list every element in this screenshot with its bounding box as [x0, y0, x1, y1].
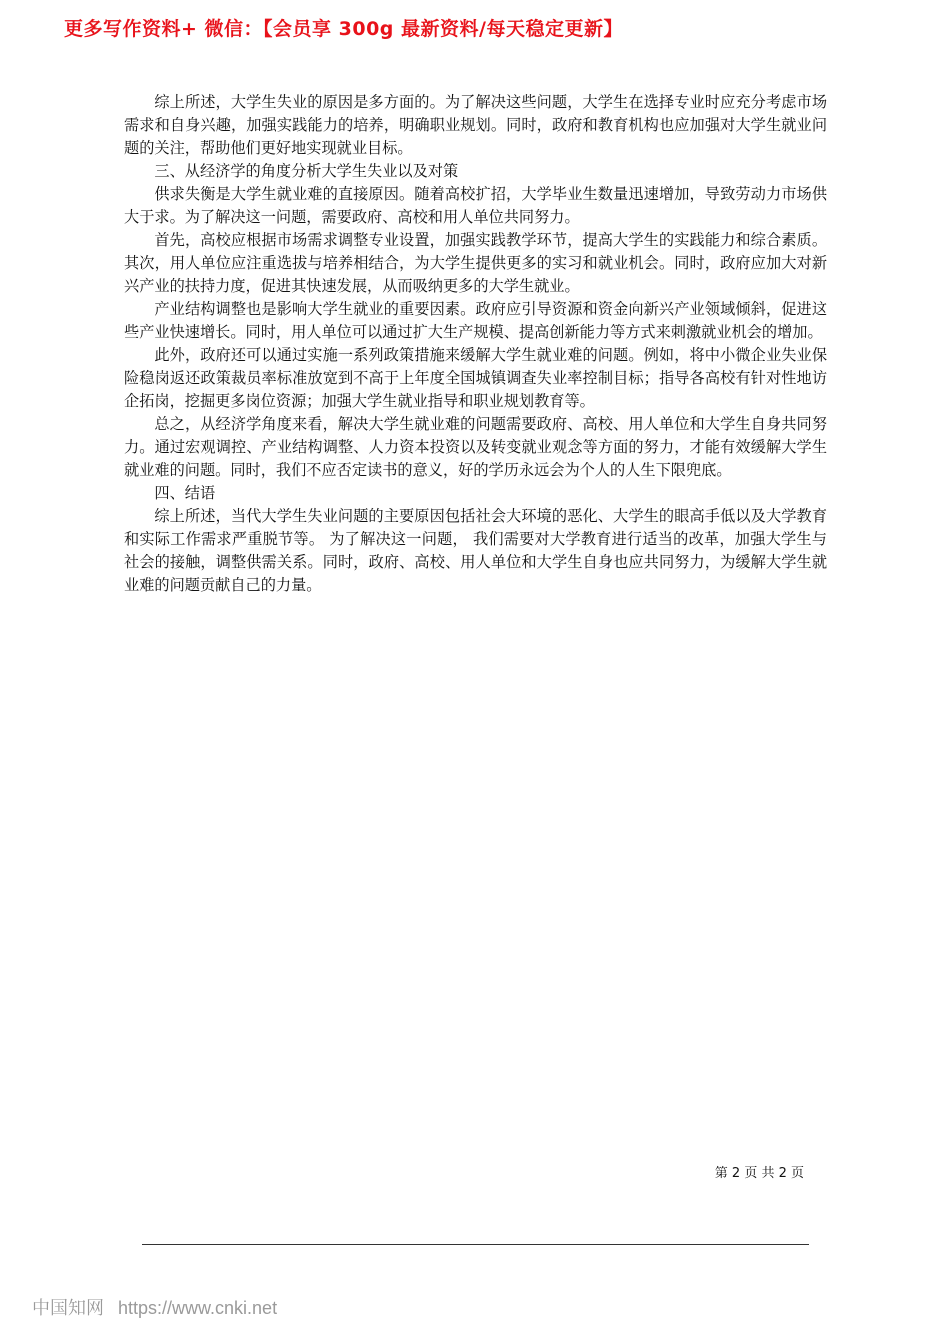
watermark-url: https://www.cnki.net — [118, 1298, 278, 1318]
paragraph-final-conclusion: 综上所述，当代大学生失业问题的主要原因包括社会大环境的恶化、大学生的眼高手低以及大学教育和实际工作需求严重脱节等。 为了解决这一问题， 我们需要对大学教育进行适当的改革，加强大学生与社会的接触，调整供需关系。同时，政府、高校、用人单位和大学生自身也应共同努力，为缓解大学生就业难的问题贡献自己的力量。 — [124, 507, 827, 594]
document-body — [124, 91, 827, 597]
section-heading-conclusion: 四、结语 — [154, 484, 216, 502]
paragraph-policy-measures: 此外，政府还可以通过实施一系列政策措施来缓解大学生就业难的问题。例如，将中小微企业失业保险稳岗返还政策裁员率标准放宽到不高于上年度全国城镇调查失业率控制目标；指导各高校有针对性地访企拓岗，挖掘更多岗位资源；加强大学生就业指导和职业规划教育等。 — [124, 346, 827, 410]
section-heading-economics: 三、从经济学的角度分析大学生失业以及对策 — [154, 162, 459, 180]
cnki-watermark — [32, 1294, 277, 1320]
paragraph-economics-conclusion: 总之，从经济学角度来看，解决大学生就业难的问题需要政府、高校、用人单位和大学生自身共同努力。通过宏观调控、产业结构调整、人力资本投资以及转变就业观念等方面的努力，才能有效缓解大学生就业难的问题。同时，我们不应否定读书的意义，好的学历永远会为个人的人生下限兜底。 — [124, 415, 827, 479]
promo-banner: 更多写作资料+ 微信：【会员享 300g 最新资料/每天稳定更新】 — [64, 18, 623, 40]
footer-divider — [142, 1244, 809, 1245]
paragraph-summary: 综上所述，大学生失业的原因是多方面的。为了解决这些问题，大学生在选择专业时应充分考虑市场需求和自身兴趣，加强实践能力的培养，明确职业规划。同时，政府和教育机构也应加强对大学生就业问题的关注，帮助他们更好地实现就业目标。 — [124, 93, 827, 157]
watermark-site-name: 中国知网 — [32, 1298, 104, 1319]
paragraph-industry-structure: 产业结构调整也是影响大学生就业的重要因素。政府应引导资源和资金向新兴产业领域倾斜，促进这些产业快速增长。同时，用人单位可以通过扩大生产规模、提高创新能力等方式来刺激就业机会的增加。 — [124, 300, 827, 341]
paragraph-first-measures: 首先，高校应根据市场需求调整专业设置，加强实践教学环节，提高大学生的实践能力和综合素质。其次，用人单位应注重选拔与培养相结合，为大学生提供更多的实习和就业机会。同时，政府应加大对新兴产业的扶持力度，促进其快速发展，从而吸纳更多的大学生就业。 — [124, 231, 827, 295]
page-number: 第 2 页 共 2 页 — [714, 1166, 804, 1181]
paragraph-supply-demand: 供求失衡是大学生就业难的直接原因。随着高校扩招，大学毕业生数量迅速增加，导致劳动力市场供大于求。为了解决这一问题，需要政府、高校和用人单位共同努力。 — [124, 185, 827, 226]
